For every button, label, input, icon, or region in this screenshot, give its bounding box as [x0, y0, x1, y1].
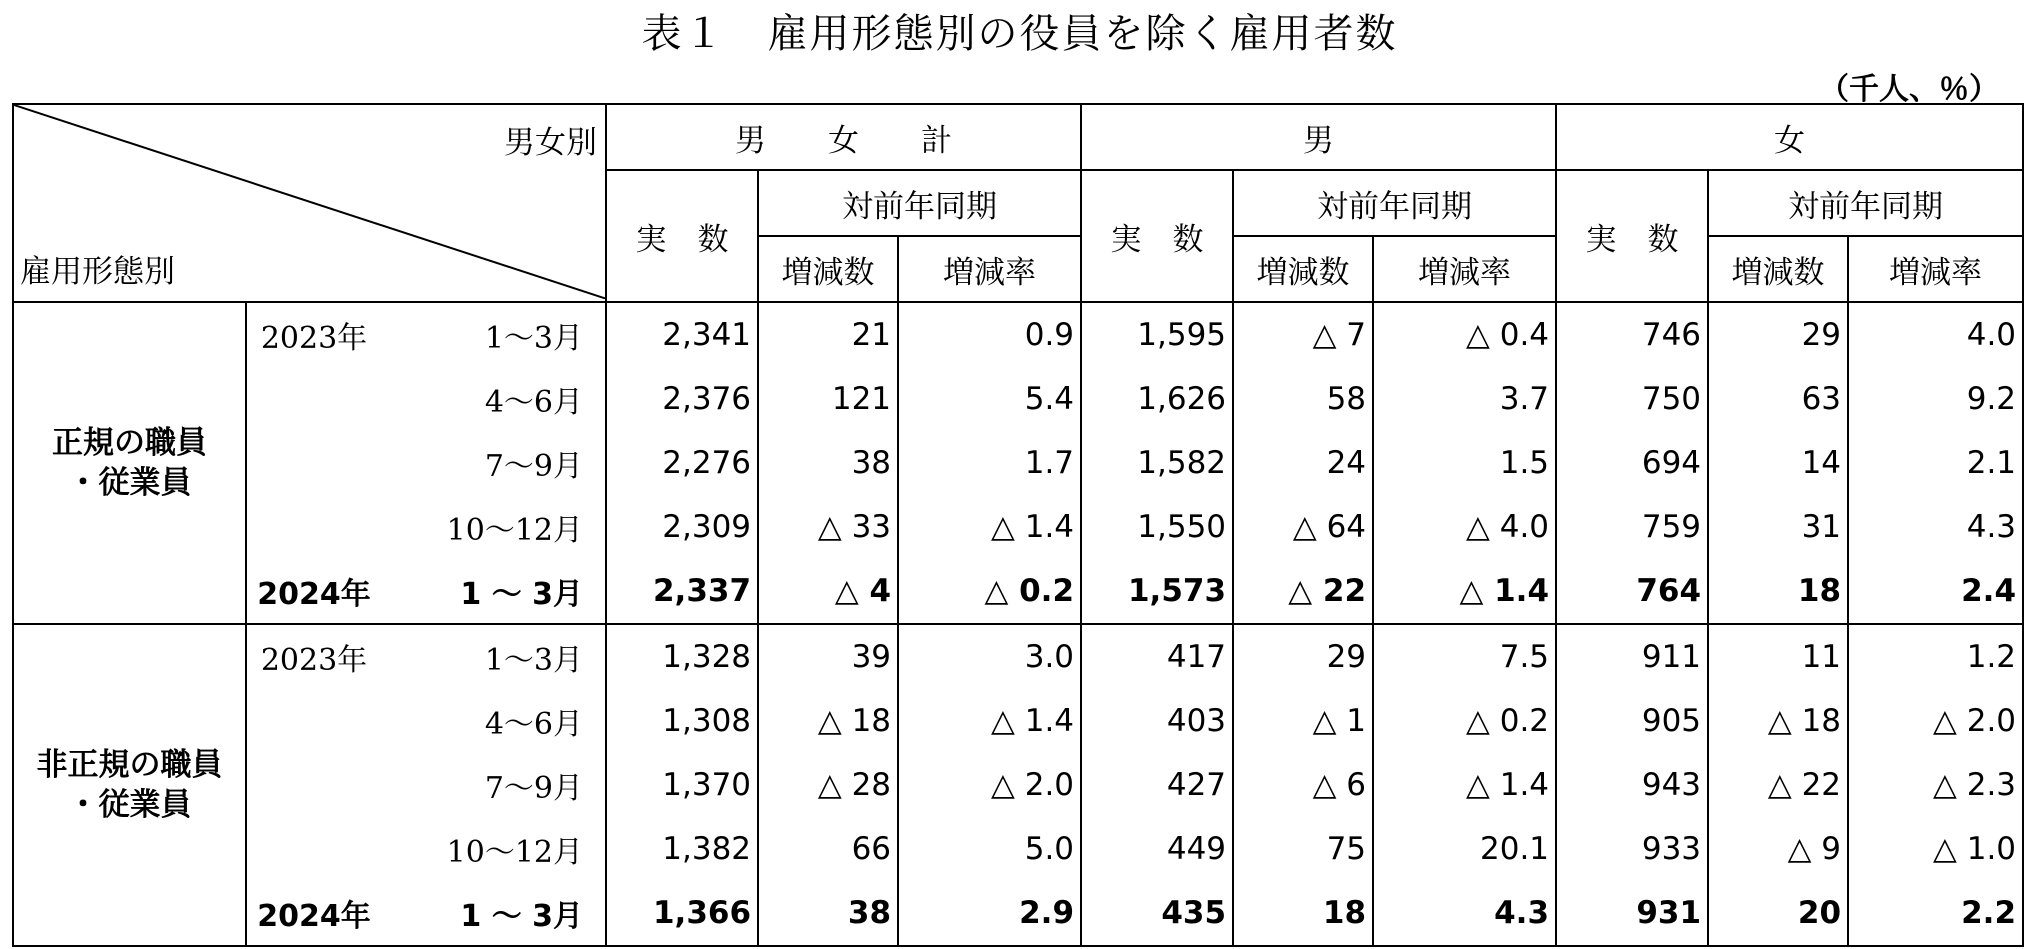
value-cell: 2,309	[606, 495, 758, 559]
value-cell: 1,366	[606, 881, 758, 946]
value-cell: 943	[1556, 753, 1708, 817]
value-cell: △ 1.4	[1373, 559, 1556, 624]
value-cell: 2,341	[606, 302, 758, 367]
value-cell: 449	[1081, 817, 1233, 881]
value-cell: 1,573	[1081, 559, 1233, 624]
period-cell: 1 ～ 3月	[381, 881, 606, 946]
value-cell: 2.4	[1848, 559, 2023, 624]
table-row	[13, 689, 2023, 753]
value-cell: △ 33	[758, 495, 898, 559]
value-cell: 11	[1708, 624, 1848, 689]
table-row	[13, 367, 2023, 431]
unit-label: （千人、％）	[1819, 72, 1999, 107]
value-cell: 4.0	[1848, 302, 2023, 367]
value-cell: 5.0	[898, 817, 1081, 881]
value-cell: △ 1.4	[898, 689, 1081, 753]
value-cell: △ 22	[1233, 559, 1373, 624]
period-cell: 10～12月	[381, 495, 606, 559]
period-cell: 1 ～ 3月	[381, 559, 606, 624]
value-cell: 14	[1708, 431, 1848, 495]
value-cell: 759	[1556, 495, 1708, 559]
period-cell: 1～3月	[381, 302, 606, 367]
value-cell: 435	[1081, 881, 1233, 946]
value-cell: 21	[758, 302, 898, 367]
value-cell: 75	[1233, 817, 1373, 881]
employment-category	[13, 302, 246, 624]
value-cell: 1,550	[1081, 495, 1233, 559]
value-cell: 9.2	[1848, 367, 2023, 431]
table-row	[13, 431, 2023, 495]
value-cell: 4.3	[1373, 881, 1556, 946]
value-cell: 750	[1556, 367, 1708, 431]
group-female-header: 女	[1556, 104, 2023, 170]
year-cell: 2023年	[246, 624, 381, 689]
value-cell: 911	[1556, 624, 1708, 689]
category-label-line2: ・従業員	[67, 787, 192, 823]
value-cell: 1,308	[606, 689, 758, 753]
yoy-header: 対前年同期	[1233, 170, 1556, 236]
employment-axis-label: 雇用形態別	[20, 254, 175, 290]
period-cell: 1～3月	[381, 624, 606, 689]
table-row	[13, 495, 2023, 559]
value-cell: 694	[1556, 431, 1708, 495]
period-cell: 4～6月	[381, 689, 606, 753]
actual-header: 実 数	[1081, 170, 1233, 302]
value-cell: 2.1	[1848, 431, 2023, 495]
value-cell: 18	[1233, 881, 1373, 946]
value-cell: △ 1.4	[1373, 753, 1556, 817]
yoy-header: 対前年同期	[758, 170, 1081, 236]
value-cell: △ 1.4	[898, 495, 1081, 559]
period-cell: 4～6月	[381, 367, 606, 431]
corner-header	[13, 104, 606, 302]
value-cell: 20.1	[1373, 817, 1556, 881]
value-cell: △ 0.4	[1373, 302, 1556, 367]
year-cell	[246, 817, 381, 881]
value-cell: 0.9	[898, 302, 1081, 367]
change-header: 増減数	[1708, 236, 1848, 302]
value-cell: 1,370	[606, 753, 758, 817]
change-header: 増減数	[758, 236, 898, 302]
value-cell: △ 0.2	[1373, 689, 1556, 753]
value-cell: 417	[1081, 624, 1233, 689]
value-cell: △ 2.0	[1848, 689, 2023, 753]
period-cell: 10～12月	[381, 817, 606, 881]
value-cell: △ 4.0	[1373, 495, 1556, 559]
value-cell: 121	[758, 367, 898, 431]
value-cell: 29	[1708, 302, 1848, 367]
value-cell: △ 2.3	[1848, 753, 2023, 817]
gender-axis-label: 男女別	[504, 125, 598, 161]
value-cell: 403	[1081, 689, 1233, 753]
category-label-line1: 非正規の職員	[36, 747, 223, 783]
category-label-line2: ・従業員	[67, 465, 192, 501]
value-cell: 2,376	[606, 367, 758, 431]
year-cell	[246, 689, 381, 753]
value-cell: 24	[1233, 431, 1373, 495]
yoy-header: 対前年同期	[1708, 170, 2023, 236]
value-cell: 1,582	[1081, 431, 1233, 495]
year-cell	[246, 431, 381, 495]
value-cell: 2.2	[1848, 881, 2023, 946]
value-cell: 3.7	[1373, 367, 1556, 431]
table-row	[13, 881, 2023, 946]
value-cell: 2,337	[606, 559, 758, 624]
value-cell: 1,626	[1081, 367, 1233, 431]
rate-header: 増減率	[1373, 236, 1556, 302]
rate-header: 増減率	[898, 236, 1081, 302]
employment-category	[13, 624, 246, 946]
value-cell: △ 22	[1708, 753, 1848, 817]
value-cell: 2.9	[898, 881, 1081, 946]
group-total-header: 男 女 計	[606, 104, 1081, 170]
value-cell: 66	[758, 817, 898, 881]
value-cell: △ 18	[758, 689, 898, 753]
value-cell: 38	[758, 881, 898, 946]
value-cell: 58	[1233, 367, 1373, 431]
value-cell: 905	[1556, 689, 1708, 753]
year-cell	[246, 753, 381, 817]
value-cell: △ 28	[758, 753, 898, 817]
employment-table	[12, 103, 2024, 947]
table-row	[13, 624, 2023, 689]
year-cell	[246, 495, 381, 559]
group-male-header: 男	[1081, 104, 1556, 170]
value-cell: 5.4	[898, 367, 1081, 431]
table-row	[13, 817, 2023, 881]
rate-header: 増減率	[1848, 236, 2023, 302]
value-cell: 18	[1708, 559, 1848, 624]
value-cell: △ 6	[1233, 753, 1373, 817]
value-cell: 931	[1556, 881, 1708, 946]
value-cell: 1.2	[1848, 624, 2023, 689]
actual-header: 実 数	[606, 170, 758, 302]
value-cell: 1,595	[1081, 302, 1233, 367]
table-row	[13, 753, 2023, 817]
year-cell: 2024年	[246, 559, 381, 624]
value-cell: △ 1.0	[1848, 817, 2023, 881]
value-cell: 1,382	[606, 817, 758, 881]
period-cell: 7～9月	[381, 753, 606, 817]
value-cell: △ 1	[1233, 689, 1373, 753]
value-cell: 1.7	[898, 431, 1081, 495]
value-cell: 7.5	[1373, 624, 1556, 689]
value-cell: 933	[1556, 817, 1708, 881]
table-row	[13, 302, 2023, 367]
value-cell: 3.0	[898, 624, 1081, 689]
actual-header: 実 数	[1556, 170, 1708, 302]
value-cell: 746	[1556, 302, 1708, 367]
value-cell: △ 7	[1233, 302, 1373, 367]
value-cell: 2,276	[606, 431, 758, 495]
value-cell: 63	[1708, 367, 1848, 431]
change-header: 増減数	[1233, 236, 1373, 302]
value-cell: △ 64	[1233, 495, 1373, 559]
table-row	[13, 559, 2023, 624]
value-cell: △ 4	[758, 559, 898, 624]
value-cell: 1.5	[1373, 431, 1556, 495]
value-cell: 29	[1233, 624, 1373, 689]
value-cell: △ 0.2	[898, 559, 1081, 624]
value-cell: 764	[1556, 559, 1708, 624]
value-cell: 38	[758, 431, 898, 495]
value-cell: 39	[758, 624, 898, 689]
value-cell: 427	[1081, 753, 1233, 817]
value-cell: 20	[1708, 881, 1848, 946]
value-cell: 31	[1708, 495, 1848, 559]
value-cell: △ 9	[1708, 817, 1848, 881]
year-cell	[246, 367, 381, 431]
value-cell: △ 2.0	[898, 753, 1081, 817]
value-cell: 4.3	[1848, 495, 2023, 559]
value-cell: 1,328	[606, 624, 758, 689]
year-cell: 2024年	[246, 881, 381, 946]
page-title: 表１ 雇用形態別の役員を除く雇用者数	[641, 11, 1398, 57]
value-cell: △ 18	[1708, 689, 1848, 753]
period-cell: 7～9月	[381, 431, 606, 495]
year-cell: 2023年	[246, 302, 381, 367]
category-label-line1: 正規の職員	[52, 425, 207, 461]
